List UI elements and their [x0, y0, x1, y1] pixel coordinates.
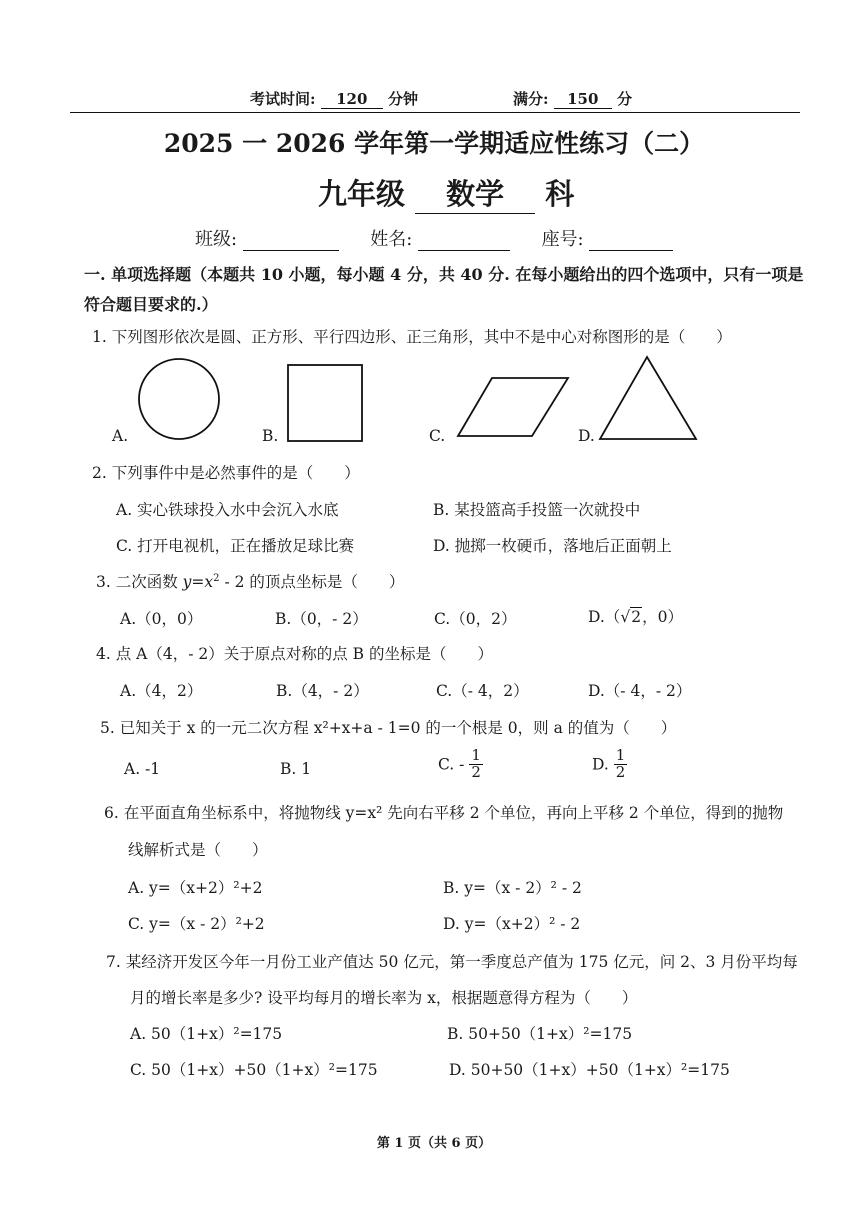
time-value: 120: [321, 90, 383, 109]
subject-suffix: 科: [545, 177, 575, 211]
q5-d-label: D.: [592, 755, 609, 774]
q3-option-b: B.（0，- 2）: [275, 610, 368, 628]
time-label: 考试时间:: [250, 90, 316, 108]
header-rule: [70, 112, 800, 113]
q5-stem: 5. 已知关于 x 的一元二次方程 x²+x+a - 1=0 的一个根是 0，则 a 的值为（ ）: [100, 719, 677, 737]
q1-option-d: D.: [578, 427, 595, 445]
q3-stem-post: - 2 的顶点坐标是（ ）: [219, 573, 405, 591]
q6-stem-line1: 6. 在平面直角坐标系中，将抛物线 y=x² 先向右平移 2 个单位，再向上平移 2 个单位，得到的抛物: [104, 804, 784, 822]
q2-stem: 2. 下列事件中是必然事件的是（ ）: [92, 464, 360, 482]
q4-option-c: C.（- 4，2）: [436, 682, 529, 700]
q1-option-a: A.: [112, 427, 129, 445]
seat-label: 座号:: [541, 229, 584, 250]
q7-stem-line1: 7. 某经济开发区今年一月份工业产值达 50 亿元，第一季度总产值为 175 亿元，问 2、3 月份平均每: [106, 953, 798, 971]
q3-d-pre: D.（: [588, 608, 621, 626]
grade-label: 九年级: [318, 177, 406, 211]
q5-c-label: C. -: [438, 755, 465, 774]
triangle-icon: [598, 355, 698, 441]
q2-option-a: A. 实心铁球投入水中会沉入水底: [116, 501, 339, 519]
exam-time: [250, 88, 418, 109]
q5-c-den: 2: [471, 762, 481, 781]
section-heading-line1: 一. 单项选择题（本题共 10 小题，每小题 4 分，共 40 分. 在每小题给出的四个选项中，只有一项是: [84, 265, 804, 284]
q5-option-b: B. 1: [280, 760, 312, 778]
name-label: 姓名:: [370, 229, 413, 250]
q3-d-radicand: 2: [631, 608, 642, 626]
q2-option-b: B. 某投篮高手投篮一次就投中: [433, 501, 641, 519]
class-label: 班级:: [195, 229, 238, 250]
q3-option-a: A.（0，0）: [120, 610, 203, 628]
q3-stem: [96, 570, 404, 592]
q3-exp: 2: [213, 572, 220, 584]
q4-option-d: D.（- 4，- 2）: [588, 682, 692, 700]
q7-option-c: C. 50（1+x）+50（1+x）²=175: [130, 1061, 378, 1079]
q2-option-c: C. 打开电视机，正在播放足球比赛: [116, 537, 355, 555]
sqrt-icon: √: [620, 608, 631, 626]
q5-option-c: [438, 748, 483, 781]
full-score: [513, 88, 632, 109]
q7-stem-line2: 月的增长率是多少? 设平均每月的增长率为 x，根据题意得方程为（ ）: [130, 989, 638, 1007]
q3-fn: y=x: [182, 573, 214, 591]
seat-blank: [589, 229, 673, 251]
q2-option-d: D. 抛掷一枚硬币，落地后正面朝上: [433, 537, 672, 555]
q7-option-d: D. 50+50（1+x）+50（1+x）²=175: [449, 1061, 730, 1079]
class-blank: [243, 229, 339, 251]
name-blank: [418, 229, 510, 251]
q6-stem-line2: 线解析式是（ ）: [128, 841, 268, 859]
q4-option-a: A.（4，2）: [120, 682, 203, 700]
score-label: 满分:: [513, 90, 549, 108]
q7-option-b: B. 50+50（1+x）²=175: [447, 1025, 633, 1043]
square-icon: [287, 364, 363, 442]
q5-d-num: 1: [615, 746, 626, 764]
q3-stem-pre: 3. 二次函数: [96, 573, 183, 591]
q3-option-c: C.（0，2）: [434, 610, 517, 628]
grade-subject: [318, 172, 574, 214]
q4-stem: 4. 点 A（4，- 2）关于原点对称的点 B 的坐标是（ ）: [96, 645, 493, 663]
q5-c-fraction: [469, 748, 483, 781]
q5-option-a: A. -1: [124, 760, 161, 778]
page-number: 第 1 页（共 6 页）: [376, 1136, 492, 1151]
q6-option-c: C. y=（x - 2）²+2: [128, 915, 265, 933]
q7-option-a: A. 50（1+x）²=175: [130, 1025, 283, 1043]
q4-option-b: B.（4，- 2）: [276, 682, 369, 700]
q1-option-b: B.: [262, 427, 279, 445]
time-unit: 分钟: [388, 90, 419, 108]
subject-label: 数学: [415, 172, 535, 214]
q6-option-d: D. y=（x+2）² - 2: [443, 915, 581, 933]
q5-d-den: 2: [615, 762, 626, 781]
q6-option-a: A. y=（x+2）²+2: [128, 879, 263, 897]
score-unit: 分: [617, 90, 633, 108]
q5-c-num: 1: [471, 746, 481, 764]
exam-title: 2025 一 2026 学年第一学期适应性练习（二）: [163, 129, 705, 158]
circle-icon: [138, 358, 222, 442]
student-info: [195, 225, 673, 251]
section-heading-line2: 符合题目要求的.）: [84, 295, 218, 314]
q3-option-d: [588, 605, 683, 627]
parallelogram-icon: [456, 376, 572, 438]
score-value: 150: [554, 90, 612, 109]
q6-option-b: B. y=（x - 2）² - 2: [443, 879, 582, 897]
q1-option-c: C.: [429, 427, 446, 445]
q3-d-post: ，0）: [642, 608, 683, 626]
q5-option-d: [592, 748, 627, 781]
q1-stem: 1. 下列图形依次是圆、正方形、平行四边形、正三角形，其中不是中心对称图形的是（ ）: [92, 328, 732, 346]
q5-d-fraction: [614, 748, 628, 781]
